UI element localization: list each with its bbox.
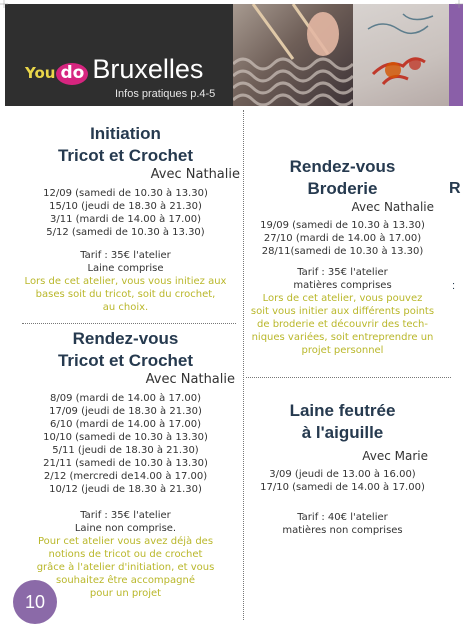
section-title: Tricot et Crochet [57, 146, 194, 165]
description [245, 292, 440, 357]
edge-mark: : [452, 280, 456, 292]
crop-mark-icon [455, 0, 463, 8]
date-item: 17/09 (jeudi de 18.30 à 21.30) [49, 406, 202, 417]
description-line: niques variées, soit entreprendre un [251, 332, 434, 343]
date-item: 3/11 (mardi de 14.00 à 17.00) [50, 214, 201, 225]
date-list [245, 468, 440, 494]
logo-city: Bruxelles [92, 54, 204, 84]
section-title: Rendez-vous [289, 157, 396, 176]
date-item: 10/10 (samedi de 10.30 à 13.30) [43, 432, 208, 443]
material-label: Laine comprise [87, 263, 164, 274]
description-line: soit vous initier aux différents points [250, 306, 435, 317]
column-divider [243, 110, 244, 620]
date-item: 27/10 (mardi de 14.00 à 17.00) [263, 233, 422, 244]
infos-pratiques: Infos pratiques p.4-5 [115, 88, 216, 100]
section-separator [22, 323, 236, 324]
date-item: 5/12 (samedi de 10.30 à 13.30) [46, 227, 205, 238]
section-title: Laine feutrée [289, 401, 396, 420]
knitting-photo [233, 4, 353, 106]
header-dark-panel [5, 4, 233, 106]
youdo-logo [25, 54, 203, 85]
laine-feutree-section [245, 400, 440, 537]
price-label: Tarif : 35€ l'atelier [80, 510, 171, 521]
date-list [245, 219, 440, 258]
logo-do: do [56, 63, 88, 85]
material-label: matières comprises [293, 280, 392, 291]
section-title: Broderie [307, 179, 378, 198]
date-list [8, 187, 243, 239]
description [8, 275, 243, 314]
section-separator [246, 377, 451, 378]
date-item: 15/10 (jeudi de 18.30 à 21.30) [49, 201, 202, 212]
teacher-label: Avec Nathalie [150, 167, 240, 182]
logo-you: You [25, 64, 56, 82]
edge-letter: R [449, 180, 461, 197]
date-item: 10/12 (jeudi de 18.30 à 21.30) [49, 484, 202, 495]
date-item: 5/11 (jeudi de 18.30 à 21.30) [52, 445, 199, 456]
section-title: Initiation [90, 124, 161, 143]
description-line: bases soit du tricot, soit du crochet, [35, 289, 216, 300]
page-number: 10 [13, 580, 57, 624]
description-line: Lors de cet atelier, vous vous initiez aux [24, 276, 227, 287]
description-line: de broderie et découvrir des tech- [257, 319, 428, 330]
date-item: 12/09 (samedi de 10.30 à 13.30) [43, 188, 208, 199]
date-item: 3/09 (jeudi de 13.00 à 16.00) [269, 469, 416, 480]
description-line: notions de tricot ou de crochet [48, 549, 203, 560]
header-banner [5, 4, 457, 106]
crop-mark-icon [0, 0, 8, 8]
description-line: Lors de cet atelier, vous pouvez [262, 293, 423, 304]
description-line: projet personnel [301, 345, 384, 356]
rdv-tricot-section [8, 328, 243, 600]
price-label: Tarif : 35€ l'atelier [297, 267, 388, 278]
material-label: matières non comprises [282, 525, 403, 536]
description-line: Pour cet atelier vous avez déjà des [37, 536, 214, 547]
date-item: 19/09 (samedi de 10.30 à 13.30) [260, 220, 425, 231]
description-line: pour un projet [89, 588, 162, 599]
description-line: grâce à l'atelier d'initiation, et vous [36, 562, 215, 573]
date-item: 17/10 (samedi de 14.00 à 17.00) [260, 482, 425, 493]
section-title: Tricot et Crochet [57, 351, 194, 370]
date-list [8, 392, 243, 496]
date-item: 6/10 (mardi de 14.00 à 17.00) [50, 419, 201, 430]
date-item: 21/11 (samedi de 10.30 à 13.30) [43, 458, 208, 469]
section-title: Rendez-vous [72, 329, 179, 348]
price-label: Tarif : 40€ l'atelier [297, 512, 388, 523]
description-line: souhaitez être accompagné [55, 575, 195, 586]
teacher-label: Avec Marie [362, 449, 428, 463]
section-title: à l'aiguille [301, 423, 384, 442]
date-item: 2/12 (mercredi de14.00 à 17.00) [43, 471, 208, 482]
initiation-section [8, 123, 243, 314]
price-label: Tarif : 35€ l'atelier [80, 250, 171, 261]
embroidery-photo [353, 4, 449, 106]
teacher-label: Avec Nathalie [145, 372, 235, 387]
rdv-broderie-section [245, 156, 440, 357]
purple-edge-strip [449, 4, 463, 106]
date-item: 8/09 (mardi de 14.00 à 17.00) [50, 393, 201, 404]
material-label: Laine non comprise. [74, 523, 177, 534]
description-line: au choix. [102, 302, 149, 313]
date-item: 28/11(samedi de 10.30 à 13.30) [261, 246, 424, 257]
teacher-label: Avec Nathalie [351, 200, 434, 214]
